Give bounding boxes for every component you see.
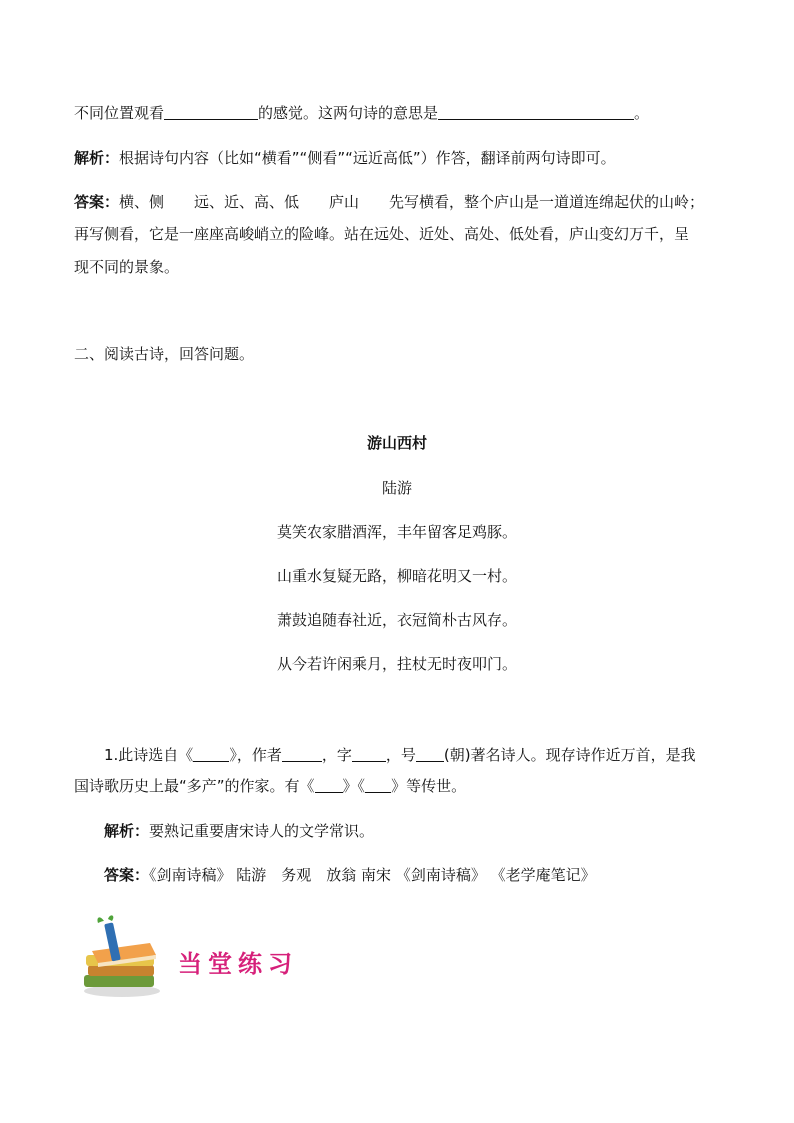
poem-line: 莫笑农家腊酒浑，丰年留客足鸡豚。	[276, 523, 517, 541]
answer-label: 答案：	[104, 866, 150, 884]
blank	[365, 778, 391, 793]
poem-line: 从今若许闲乘月，拄杖无时夜叩门。	[276, 655, 517, 673]
blank	[282, 747, 322, 762]
fill-in-line-1: 不同位置观看 的感觉。这两句诗的意思是 。	[74, 104, 650, 122]
analysis-line	[74, 148, 616, 168]
question-1-line-2: 国诗歌历史上最“多产”的作家。有《 》《 》等传世。	[74, 777, 467, 795]
section-heading: 二、阅读古诗，回答问题。	[74, 345, 255, 363]
blank	[315, 778, 343, 793]
poem-line: 萧鼓追随春社近，衣冠简朴古风存。	[276, 611, 517, 629]
blank	[352, 747, 386, 762]
analysis-text: 要熟记重要唐宋诗人的文学常识。	[149, 822, 375, 840]
analysis-line-2	[104, 821, 374, 841]
blank	[193, 747, 229, 762]
answer-line-q1	[104, 865, 596, 885]
poem-line: 山重水复疑无路，柳暗花明又一村。	[276, 567, 517, 585]
poem-title: 游山西村	[366, 434, 427, 452]
poem-author: 陆游	[381, 479, 412, 497]
analysis-label: 解析：	[104, 822, 150, 840]
analysis-label: 解析：	[74, 149, 120, 167]
answer-text: 《剑南诗稿》 陆游 务观 放翁 南宋 《剑南诗稿》 《老学庵笔记》	[149, 866, 596, 884]
blank	[416, 747, 444, 762]
question-1-line-1: 1.此诗选自《 》，作者 ，字 ，号 (朝)著名诗人。现存诗作近万首，是我	[104, 746, 696, 764]
section-title-practice: 当堂练习	[178, 949, 298, 978]
analysis-text: 根据诗句内容（比如“横看”“侧看”“远近高低”）作答，翻译前两句诗即可。	[119, 149, 616, 167]
blank	[164, 105, 258, 120]
answer-line-1: 答案：横、侧 远、近、高、低 庐山 先写横看，整个庐山是一道道连绵起伏的山岭；	[74, 193, 705, 211]
answer-line-2: 再写侧看，它是一座座高峻峭立的险峰。站在远处、近处、高处、低处看，庐山变幻万千，呈	[74, 225, 690, 243]
books-pencil-icon	[78, 915, 166, 999]
answer-label: 答案：	[74, 193, 120, 211]
answer-line-3: 现不同的景象。	[74, 258, 180, 276]
blank	[438, 105, 634, 120]
